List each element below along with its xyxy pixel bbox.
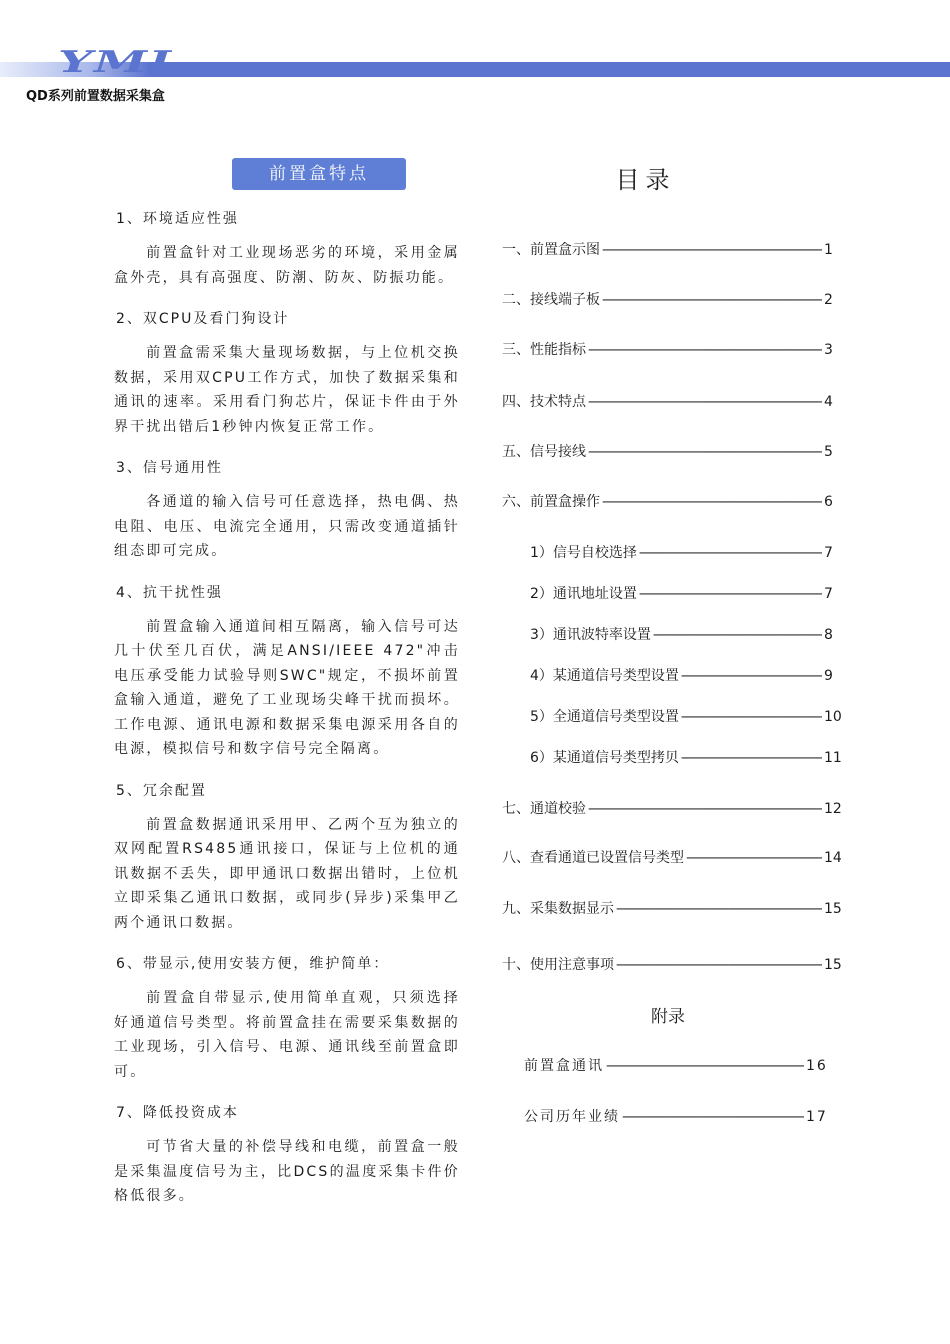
toc-entry-label: 五、信号接线 bbox=[502, 444, 586, 460]
feature-body: 可节省大量的补偿导线和电缆，前置盒一般是采集温度信号为主，比DCS的温度采集卡件价格低很多。 bbox=[114, 1139, 460, 1204]
toc-leader-dashes bbox=[588, 444, 822, 460]
company-logo: YMI bbox=[58, 45, 173, 80]
toc-entry[interactable] bbox=[498, 954, 842, 974]
toc-entry[interactable] bbox=[498, 898, 842, 918]
toc-leader-dashes bbox=[681, 668, 822, 684]
toc-entry-page: 10 bbox=[824, 709, 842, 725]
toc-entry-page: 16 bbox=[806, 1058, 828, 1074]
toc-entry-label: 十、使用注意事项 bbox=[502, 957, 614, 973]
toc-entry[interactable] bbox=[498, 542, 838, 562]
feature-heading: 1、环境适应性强 bbox=[116, 211, 239, 227]
toc-column bbox=[498, 158, 842, 1126]
toc-leader-dashes bbox=[588, 394, 822, 410]
toc-entry-label: 4）某通道信号类型设置 bbox=[530, 668, 679, 684]
toc-entry-page: 3 bbox=[824, 342, 833, 358]
toc-title: 目录 bbox=[615, 166, 676, 194]
toc-entry-page: 5 bbox=[824, 444, 833, 460]
toc-entry-label: 六、前置盒操作 bbox=[502, 494, 600, 510]
toc-entry[interactable] bbox=[498, 747, 842, 767]
toc-leader-dashes bbox=[639, 545, 822, 561]
toc-entry-label: 一、前置盒示图 bbox=[502, 242, 600, 258]
toc-entry-page: 15 bbox=[824, 957, 842, 973]
toc-entry[interactable] bbox=[498, 798, 842, 818]
toc-leader-dashes bbox=[681, 750, 822, 766]
toc-leader-dashes bbox=[602, 292, 822, 308]
toc-entry-page: 6 bbox=[824, 494, 833, 510]
toc-leader-dashes bbox=[588, 801, 822, 817]
feature-heading: 3、信号通用性 bbox=[116, 460, 223, 476]
toc-entry[interactable] bbox=[498, 239, 838, 259]
feature-body: 前置盒需采集大量现场数据，与上位机交换数据，采用双CPU工作方式，加快了数据采集和通讯的速率。采用看门狗芯片，保证卡件由于外界干扰出错后1秒钟内恢复正常工作。 bbox=[114, 345, 460, 435]
toc-entry-page: 4 bbox=[824, 394, 833, 410]
feature-body: 前置盒针对工业现场恶劣的环境，采用金属盒外壳，具有高强度、防潮、防灰、防振功能。 bbox=[114, 245, 460, 286]
toc-entry-page: 12 bbox=[824, 801, 842, 817]
toc-entry-page: 8 bbox=[824, 627, 833, 643]
toc-entry-page: 9 bbox=[824, 668, 833, 684]
feature-item bbox=[108, 953, 460, 1084]
toc-entry[interactable] bbox=[498, 1055, 838, 1075]
toc-leader-dashes bbox=[681, 709, 822, 725]
toc-leader-dashes bbox=[622, 1109, 804, 1125]
toc-entry-label: 九、采集数据显示 bbox=[502, 901, 614, 917]
feature-item bbox=[108, 1102, 460, 1209]
toc-entry-label: 二、接线端子板 bbox=[502, 292, 600, 308]
toc-leader-dashes bbox=[639, 586, 822, 602]
toc-leader-dashes bbox=[588, 342, 822, 358]
toc-entry-label: 四、技术特点 bbox=[502, 394, 586, 410]
toc-entry-page: 11 bbox=[824, 750, 842, 766]
toc-entry[interactable] bbox=[498, 1106, 838, 1126]
feature-body: 前置盒自带显示,使用简单直观，只须选择好通道信号类型。将前置盒挂在需要采集数据的工业现场，引入信号、电源、通讯线至前置盒即可。 bbox=[114, 990, 460, 1080]
feature-body: 前置盒数据通讯采用甲、乙两个互为独立的双网配置RS485通讯接口，保证与上位机的通讯数据不丢失，即甲通讯口数据出错时，上位机立即采集乙通讯口数据，或同步(异步)采集甲乙两个通讯口数据。 bbox=[114, 816, 460, 931]
toc-entry[interactable] bbox=[498, 339, 838, 359]
feature-heading: 5、冗余配置 bbox=[116, 782, 207, 799]
features-column bbox=[108, 158, 460, 1209]
toc-entry-label: 5）全通道信号类型设置 bbox=[530, 709, 679, 725]
toc-entry-label: 1）信号自校选择 bbox=[530, 545, 637, 561]
features-title: 前置盒特点 bbox=[232, 158, 406, 190]
toc-entry-label: 6）某通道信号类型拷贝 bbox=[530, 750, 679, 766]
toc-entry-page: 15 bbox=[824, 901, 842, 917]
appendix-list bbox=[498, 1055, 838, 1126]
toc-entry-label: 三、性能指标 bbox=[502, 342, 586, 358]
toc-entry[interactable] bbox=[498, 289, 838, 309]
toc-entry-page: 1 bbox=[824, 242, 833, 258]
feature-item bbox=[108, 308, 460, 439]
toc-entry[interactable] bbox=[498, 391, 838, 411]
toc-entry-label: 八、查看通道已设置信号类型 bbox=[502, 850, 684, 866]
toc-entry-page: 7 bbox=[824, 586, 833, 602]
toc-leader-dashes bbox=[602, 494, 822, 510]
feature-item bbox=[108, 208, 460, 290]
toc-entry[interactable] bbox=[498, 441, 838, 461]
toc-entry-label: 前置盒通讯 bbox=[524, 1058, 604, 1074]
toc-leader-dashes bbox=[602, 242, 822, 258]
toc-entry-label: 3）通讯波特率设置 bbox=[530, 627, 651, 643]
toc-entry-page: 17 bbox=[806, 1109, 828, 1125]
toc-entry[interactable] bbox=[498, 491, 838, 511]
header-band bbox=[150, 62, 950, 77]
feature-heading: 2、双CPU及看门狗设计 bbox=[116, 311, 290, 327]
feature-body: 前置盒输入通道间相互隔离，输入信号可达几十伏至几百伏，满足ANSI/IEEE 472"冲击电压承受能力试验导则SWC"规定，不损坏前置盒输入通道，避免了工业现场尖峰干扰而损坏。工作电源、通讯电源和数据采集电源采用各自的电源，模拟信号和数字信号完全隔离。 bbox=[114, 618, 460, 757]
toc-leader-dashes bbox=[653, 627, 822, 643]
feature-heading: 7、降低投资成本 bbox=[116, 1105, 239, 1121]
toc-entry[interactable] bbox=[498, 665, 838, 685]
feature-item bbox=[108, 582, 460, 762]
appendix-title: 附录 bbox=[651, 1007, 685, 1027]
toc-entry[interactable] bbox=[498, 583, 838, 603]
document-subtitle: QD系列前置数据采集盒 bbox=[26, 89, 165, 104]
feature-heading: 4、抗干扰性强 bbox=[116, 584, 223, 601]
toc-entry[interactable] bbox=[498, 624, 838, 644]
toc-leader-dashes bbox=[686, 850, 822, 866]
toc-entry[interactable] bbox=[498, 706, 842, 726]
toc-entry-label: 七、通道校验 bbox=[502, 801, 586, 817]
toc-entry-page: 7 bbox=[824, 545, 833, 561]
toc-entry-page: 14 bbox=[824, 850, 842, 866]
toc-entry[interactable] bbox=[498, 847, 842, 867]
feature-item bbox=[108, 457, 460, 564]
toc-entry-label: 2）通讯地址设置 bbox=[530, 586, 637, 602]
toc-entry-page: 2 bbox=[824, 292, 833, 308]
feature-body: 各通道的输入信号可任意选择，热电偶、热电阻、电压、电流完全通用，只需改变通道插针组态即可完成。 bbox=[114, 494, 460, 559]
feature-heading: 6、带显示,使用安装方便，维护简单： bbox=[116, 956, 390, 972]
feature-item bbox=[108, 780, 460, 936]
toc-leader-dashes bbox=[606, 1058, 804, 1074]
toc-leader-dashes bbox=[616, 957, 822, 973]
toc-list bbox=[498, 239, 842, 974]
toc-entry-label: 公司历年业绩 bbox=[524, 1109, 620, 1125]
toc-leader-dashes bbox=[616, 901, 822, 917]
